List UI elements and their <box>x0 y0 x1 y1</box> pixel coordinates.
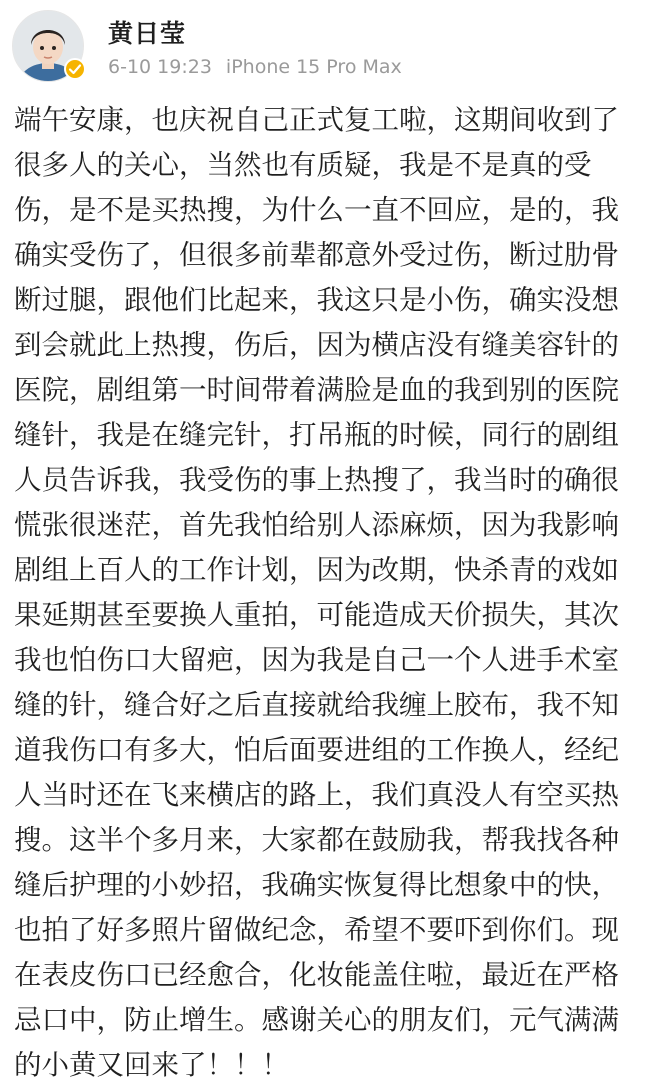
post-line: 在表皮伤口已经愈合，化妆能盖住啦，最近在严格 <box>14 959 619 991</box>
post-line: 到会就此上热搜，伤后，因为横店没有缝美容针的 <box>14 329 619 361</box>
post-line: 伤，是不是买热搜，为什么一直不回应，是的，我 <box>14 194 619 226</box>
post-line: 很多人的关心，当然也有质疑，我是不是真的受 <box>14 149 592 181</box>
post-device: iPhone 15 Pro Max <box>225 56 402 78</box>
post-header <box>0 0 658 92</box>
post-line: 我也怕伤口大留疤，因为我是自己一个人进手术室 <box>14 644 619 676</box>
post-line: 搜。这半个多月来，大家都在鼓励我，帮我找各种 <box>14 824 619 856</box>
post-body <box>14 98 652 1088</box>
post-line: 人员告诉我，我受伤的事上热搜了，我当时的确很 <box>14 464 619 496</box>
avatar-container[interactable] <box>12 10 84 82</box>
post-line: 的小黄又回来了！！！ <box>14 1049 289 1081</box>
post-line: 也拍了好多照片留做纪念，希望不要吓到你们。现 <box>14 914 619 946</box>
post-line: 端午安康，也庆祝自己正式复工啦，这期间收到了 <box>14 104 619 136</box>
post-line: 缝后护理的小妙招，我确实恢复得比想象中的快， <box>14 869 619 901</box>
post-line: 医院，剧组第一时间带着满脸是血的我到别的医院 <box>14 374 619 406</box>
post-line: 缝针，我是在缝完针，打吊瓶的时候，同行的剧组 <box>14 419 619 451</box>
post-line: 道我伤口有多大，怕后面要进组的工作换人，经纪 <box>14 734 619 766</box>
post-timestamp: 6-10 19:23 <box>108 56 212 78</box>
post-line: 缝的针，缝合好之后直接就给我缠上胶布，我不知 <box>14 689 619 721</box>
post-line: 果延期甚至要换人重拍，可能造成天价损失，其次 <box>14 599 619 631</box>
post-line: 确实受伤了，但很多前辈都意外受过伤，断过肋骨 <box>14 239 619 271</box>
post-line: 剧组上百人的工作计划，因为改期，快杀青的戏如 <box>14 554 619 586</box>
post-line: 人当时还在飞来横店的路上，我们真没人有空买热 <box>14 779 619 811</box>
post-meta <box>108 56 402 78</box>
post-line: 慌张很迷茫，首先我怕给别人添麻烦，因为我影响 <box>14 509 619 541</box>
post-line: 断过腿，跟他们比起来，我这只是小伤，确实没想 <box>14 284 619 316</box>
author-name[interactable]: 黄日莹 <box>108 19 187 48</box>
verified-badge-icon <box>64 58 86 80</box>
post-line: 忌口中，防止增生。感谢关心的朋友们，元气满满 <box>14 1004 619 1036</box>
